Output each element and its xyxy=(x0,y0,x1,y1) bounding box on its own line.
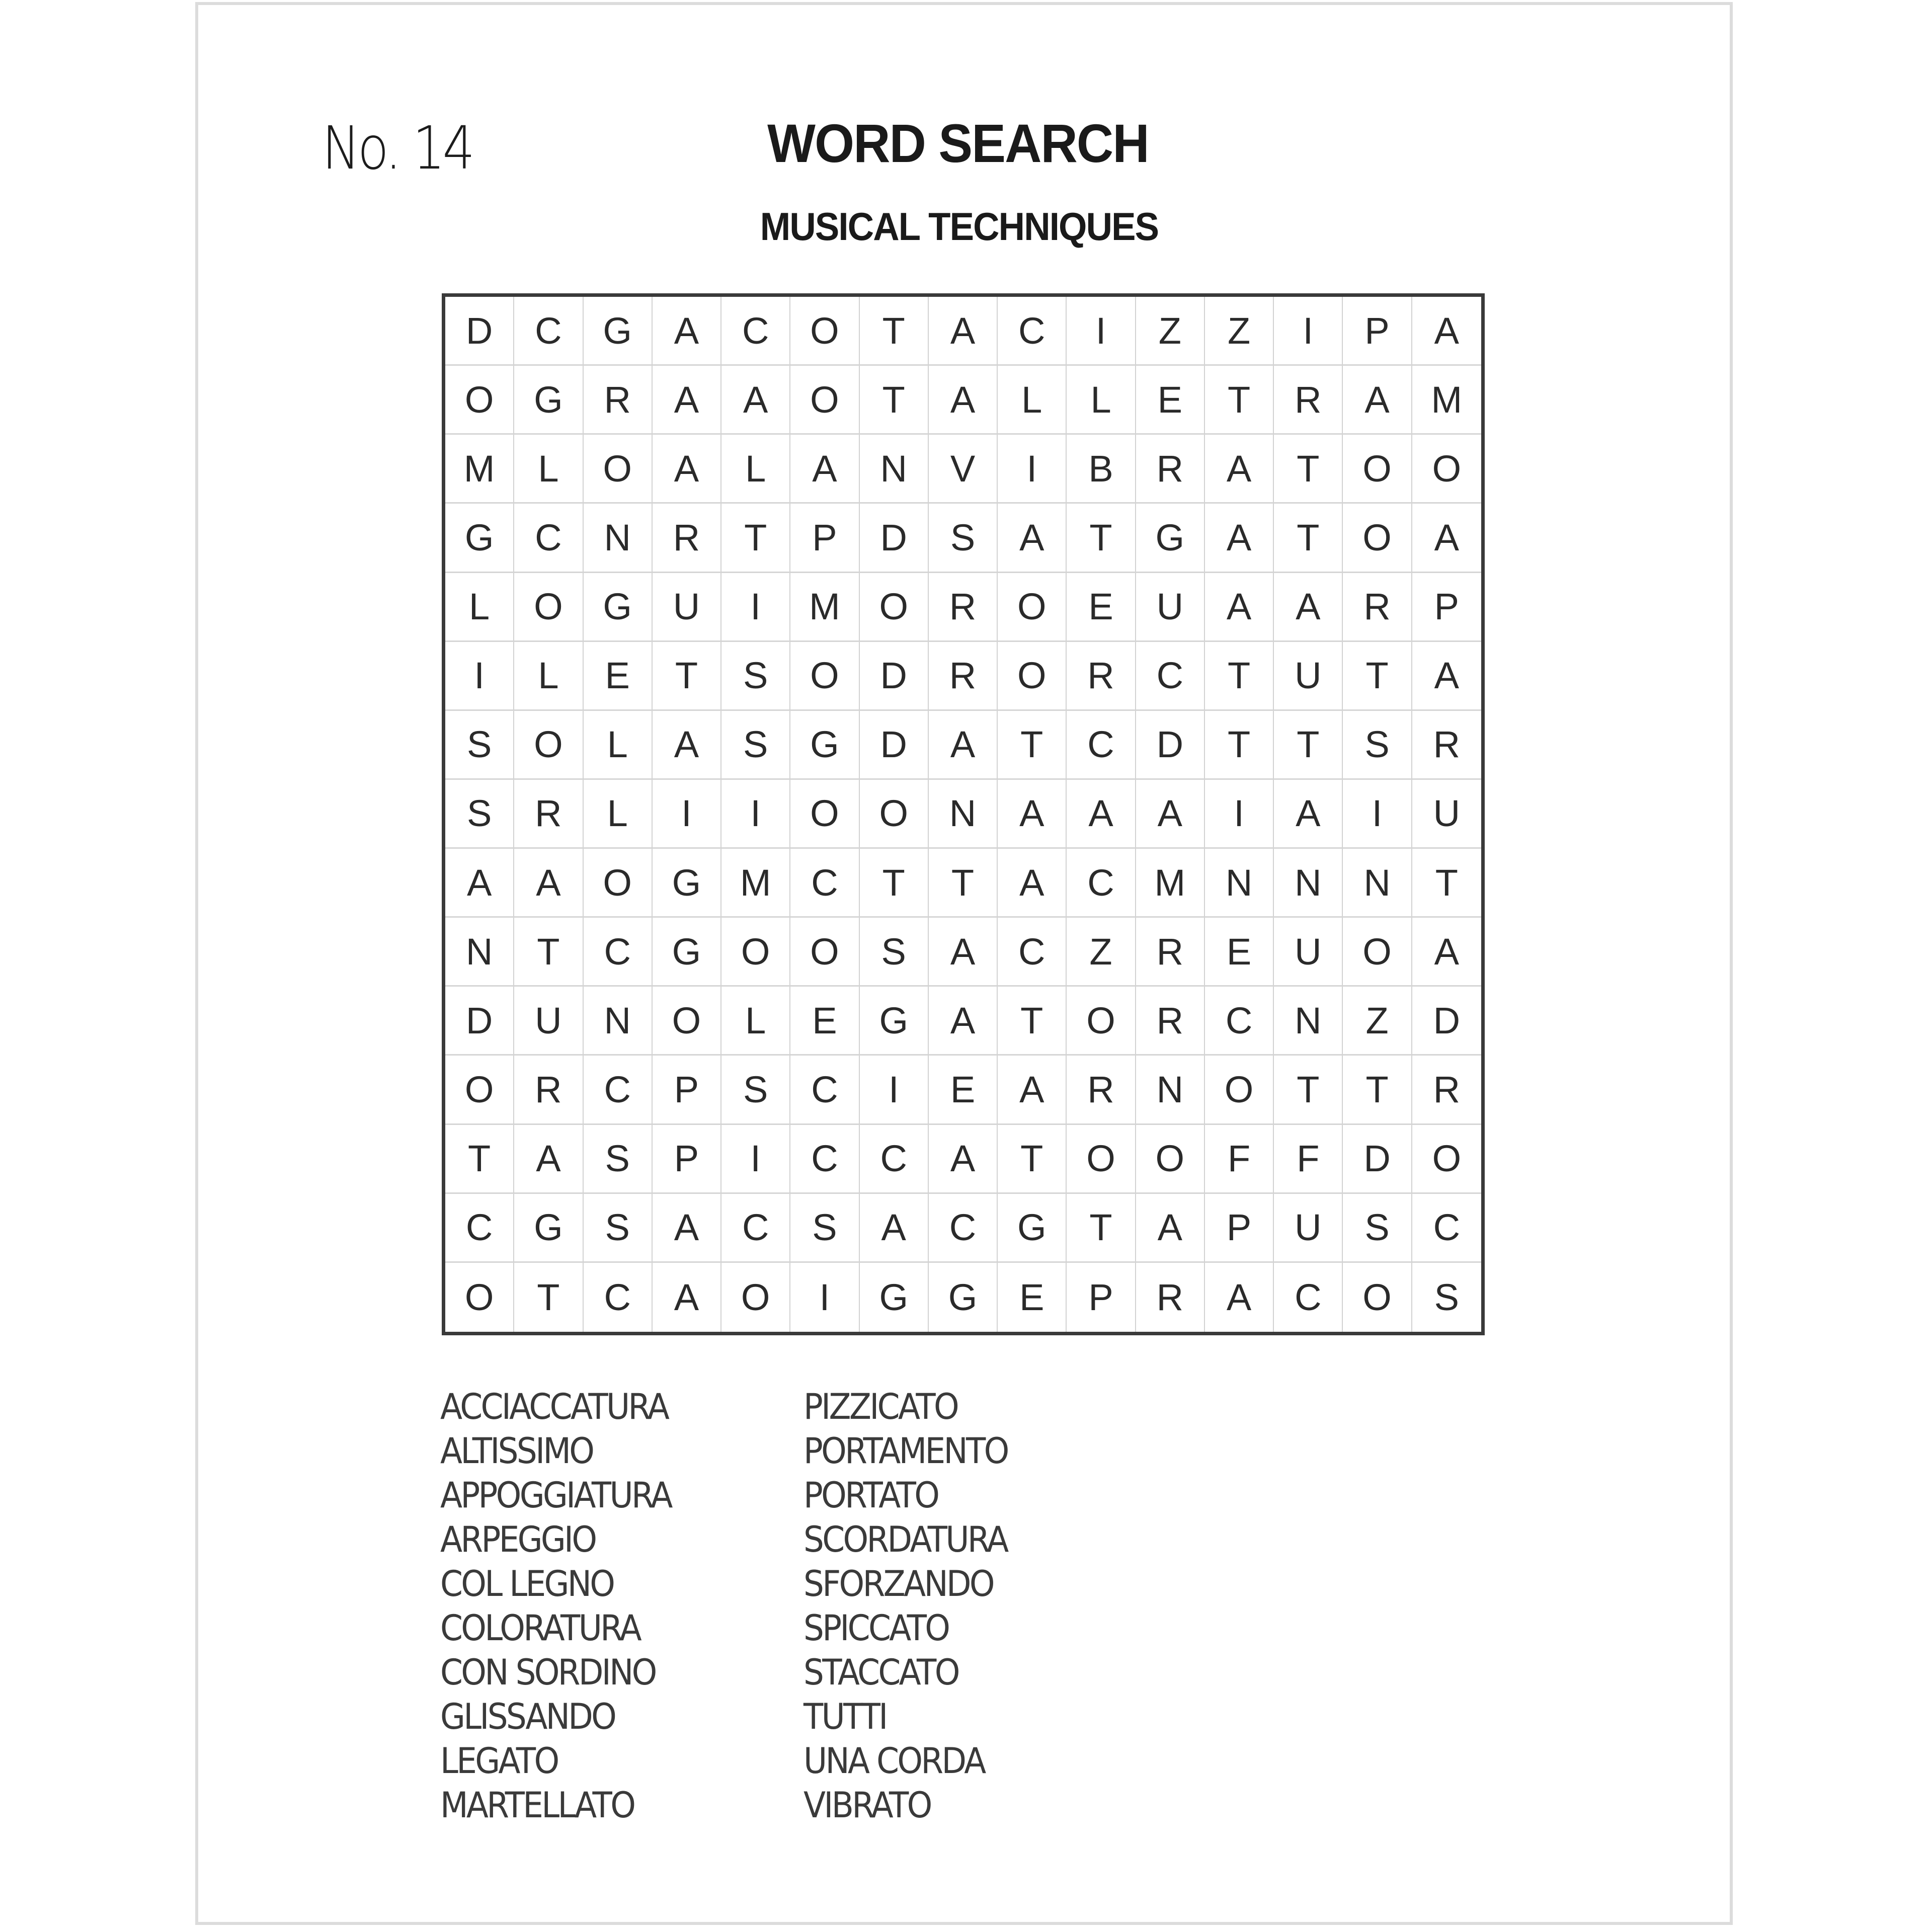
grid-cell[interactable]: T xyxy=(514,1263,583,1332)
grid-cell[interactable]: O xyxy=(790,642,859,711)
grid-cell[interactable]: R xyxy=(1136,435,1205,504)
grid-cell[interactable]: R xyxy=(514,1056,583,1124)
grid-cell[interactable]: G xyxy=(998,1194,1067,1263)
grid-cell[interactable]: O xyxy=(1136,1125,1205,1194)
grid-cell[interactable]: G xyxy=(584,573,653,642)
grid-cell[interactable]: A xyxy=(445,849,514,918)
grid-cell[interactable]: S xyxy=(929,504,998,573)
grid-cell[interactable]: L xyxy=(721,987,790,1056)
grid-cell[interactable]: N xyxy=(1136,1056,1205,1124)
grid-cell[interactable]: T xyxy=(1274,435,1343,504)
grid-cell[interactable]: R xyxy=(929,642,998,711)
grid-cell[interactable]: L xyxy=(514,642,583,711)
word-list-item: LEGATO xyxy=(440,1740,558,1782)
grid-cell[interactable]: C xyxy=(584,918,653,987)
grid-cell[interactable]: M xyxy=(790,573,859,642)
grid-cell[interactable]: N xyxy=(1205,849,1274,918)
grid-cell[interactable]: T xyxy=(929,849,998,918)
grid-cell[interactable]: O xyxy=(998,573,1067,642)
grid-cell[interactable]: S xyxy=(1343,1194,1412,1263)
grid-cell[interactable]: U xyxy=(653,573,721,642)
grid-cell[interactable]: D xyxy=(1412,987,1481,1056)
grid-cell[interactable]: A xyxy=(998,1056,1067,1124)
grid-cell[interactable]: I xyxy=(721,780,790,849)
grid-cell[interactable]: G xyxy=(445,504,514,573)
grid-cell[interactable]: T xyxy=(1205,366,1274,435)
grid-cell[interactable]: M xyxy=(1136,849,1205,918)
grid-cell[interactable]: I xyxy=(1274,297,1343,366)
grid-cell[interactable]: U xyxy=(514,987,583,1056)
grid-cell[interactable]: C xyxy=(721,297,790,366)
grid-cell[interactable]: G xyxy=(514,366,583,435)
grid-cell[interactable]: O xyxy=(790,366,859,435)
grid-cell[interactable]: O xyxy=(721,918,790,987)
grid-cell[interactable]: A xyxy=(653,711,721,780)
grid-cell[interactable]: S xyxy=(721,642,790,711)
grid-cell[interactable]: T xyxy=(1274,1056,1343,1124)
grid-cell[interactable]: N xyxy=(584,987,653,1056)
grid-cell[interactable]: S xyxy=(584,1194,653,1263)
grid-cell[interactable]: O xyxy=(790,297,859,366)
grid-cell[interactable]: T xyxy=(1274,711,1343,780)
word-list-item: COLORATURA xyxy=(440,1607,640,1649)
grid-cell[interactable]: C xyxy=(445,1194,514,1263)
grid-cell[interactable]: L xyxy=(445,573,514,642)
grid-cell[interactable]: O xyxy=(1205,1056,1274,1124)
grid-cell[interactable]: U xyxy=(1274,918,1343,987)
grid-cell[interactable]: S xyxy=(721,1056,790,1124)
grid-cell[interactable]: L xyxy=(584,780,653,849)
grid-cell[interactable]: N xyxy=(929,780,998,849)
grid-cell[interactable]: T xyxy=(1067,1194,1136,1263)
grid-cell[interactable]: S xyxy=(860,918,929,987)
word-list-column-2 xyxy=(803,1385,1025,1827)
grid-cell[interactable]: G xyxy=(860,987,929,1056)
grid-cell[interactable]: U xyxy=(1274,642,1343,711)
grid-cell[interactable]: I xyxy=(1205,780,1274,849)
puzzle-theme xyxy=(0,204,1932,250)
grid-cell[interactable]: A xyxy=(1274,780,1343,849)
page-title-text: WORD SEARCH xyxy=(767,113,1149,174)
grid-cell[interactable]: E xyxy=(998,1263,1067,1332)
grid-cell[interactable]: A xyxy=(1136,780,1205,849)
grid-cell[interactable]: I xyxy=(445,642,514,711)
grid-cell[interactable]: P xyxy=(1412,573,1481,642)
grid-cell[interactable]: T xyxy=(998,987,1067,1056)
grid-cell[interactable]: A xyxy=(1205,1263,1274,1332)
grid-cell[interactable]: T xyxy=(1205,642,1274,711)
grid-cell[interactable]: G xyxy=(1136,504,1205,573)
grid-cell[interactable]: S xyxy=(721,711,790,780)
grid-cell[interactable]: S xyxy=(584,1125,653,1194)
grid-cell[interactable]: A xyxy=(514,1125,583,1194)
word-list-item: SPICCATO xyxy=(803,1607,949,1649)
grid-cell[interactable]: E xyxy=(1067,573,1136,642)
grid-cell[interactable]: C xyxy=(1412,1194,1481,1263)
word-list-item: UNA CORDA xyxy=(803,1740,985,1782)
grid-cell[interactable]: F xyxy=(1205,1125,1274,1194)
grid-cell[interactable]: V xyxy=(929,435,998,504)
grid-cell[interactable]: C xyxy=(1067,849,1136,918)
word-list-item: ARPEGGIO xyxy=(440,1519,596,1560)
grid-cell[interactable]: A xyxy=(1412,918,1481,987)
grid-cell[interactable]: C xyxy=(1136,642,1205,711)
grid-cell[interactable]: A xyxy=(929,297,998,366)
grid-cell[interactable]: C xyxy=(584,1263,653,1332)
grid-cell[interactable]: O xyxy=(721,1263,790,1332)
grid-cell[interactable]: M xyxy=(721,849,790,918)
grid-cell[interactable]: D xyxy=(1136,711,1205,780)
grid-cell[interactable]: E xyxy=(929,1056,998,1124)
grid-cell[interactable]: A xyxy=(1343,366,1412,435)
word-list-item: TUTTI xyxy=(803,1696,887,1737)
grid-cell[interactable]: O xyxy=(1067,1125,1136,1194)
grid-cell[interactable]: A xyxy=(653,1263,721,1332)
grid-cell[interactable]: C xyxy=(790,1056,859,1124)
grid-cell[interactable]: G xyxy=(860,1263,929,1332)
grid-cell[interactable]: R xyxy=(929,573,998,642)
grid-cell[interactable]: O xyxy=(445,366,514,435)
grid-cell[interactable]: R xyxy=(1343,573,1412,642)
grid-cell[interactable]: D xyxy=(860,504,929,573)
grid-cell[interactable]: P xyxy=(1343,297,1412,366)
grid-cell[interactable]: E xyxy=(1136,366,1205,435)
grid-cell[interactable]: T xyxy=(1205,711,1274,780)
grid-cell[interactable]: C xyxy=(514,297,583,366)
grid-cell[interactable]: A xyxy=(721,366,790,435)
grid-cell[interactable]: A xyxy=(1412,642,1481,711)
grid-cell[interactable]: I xyxy=(721,1125,790,1194)
grid-cell[interactable]: G xyxy=(514,1194,583,1263)
grid-cell[interactable]: A xyxy=(653,435,721,504)
grid-cell[interactable]: C xyxy=(998,297,1067,366)
grid-cell[interactable]: A xyxy=(929,366,998,435)
grid-cell[interactable]: O xyxy=(1412,435,1481,504)
grid-cell[interactable]: A xyxy=(653,297,721,366)
grid-cell[interactable]: A xyxy=(998,504,1067,573)
grid-cell[interactable]: T xyxy=(653,642,721,711)
grid-cell[interactable]: T xyxy=(1343,1056,1412,1124)
grid-cell[interactable]: R xyxy=(1412,711,1481,780)
grid-cell[interactable]: C xyxy=(790,849,859,918)
grid-cell[interactable]: D xyxy=(860,642,929,711)
grid-cell[interactable]: G xyxy=(653,918,721,987)
grid-cell[interactable]: T xyxy=(998,711,1067,780)
grid-cell[interactable]: G xyxy=(929,1263,998,1332)
grid-cell[interactable]: O xyxy=(445,1056,514,1124)
grid-cell[interactable]: S xyxy=(445,780,514,849)
grid-cell[interactable]: T xyxy=(1067,504,1136,573)
grid-cell[interactable]: A xyxy=(790,435,859,504)
grid-cell[interactable]: R xyxy=(1067,642,1136,711)
grid-cell[interactable]: B xyxy=(1067,435,1136,504)
word-list-item: STACCATO xyxy=(803,1652,958,1693)
grid-cell[interactable]: A xyxy=(998,780,1067,849)
grid-cell[interactable]: Z xyxy=(1205,297,1274,366)
grid-cell[interactable]: A xyxy=(1205,435,1274,504)
grid-cell[interactable]: R xyxy=(1067,1056,1136,1124)
grid-cell[interactable]: A xyxy=(929,1125,998,1194)
grid-cell[interactable]: A xyxy=(1136,1194,1205,1263)
grid-cell[interactable]: R xyxy=(1136,1263,1205,1332)
word-list-column-1 xyxy=(440,1385,691,1827)
grid-cell[interactable]: M xyxy=(1412,366,1481,435)
grid-cell[interactable]: A xyxy=(653,1194,721,1263)
grid-cell[interactable]: R xyxy=(1274,366,1343,435)
word-list-item: APPOGGIATURA xyxy=(440,1475,671,1516)
word-list-item: SCORDATURA xyxy=(803,1519,1007,1560)
grid-cell[interactable]: O xyxy=(1067,987,1136,1056)
grid-cell[interactable]: L xyxy=(514,435,583,504)
grid-cell[interactable]: T xyxy=(860,297,929,366)
grid-cell[interactable]: C xyxy=(998,918,1067,987)
grid-cell[interactable]: O xyxy=(584,849,653,918)
grid-cell[interactable]: N xyxy=(860,435,929,504)
word-list-item: ALTISSIMO xyxy=(440,1430,593,1472)
grid-cell[interactable]: P xyxy=(653,1056,721,1124)
grid-cell[interactable]: L xyxy=(584,711,653,780)
grid-cell[interactable]: R xyxy=(514,780,583,849)
grid-cell[interactable]: C xyxy=(514,504,583,573)
puzzle-theme-text: MUSICAL TECHNIQUES xyxy=(760,204,1158,249)
grid-cell[interactable]: Z xyxy=(1067,918,1136,987)
grid-cell[interactable]: A xyxy=(1067,780,1136,849)
grid-cell[interactable]: E xyxy=(1205,918,1274,987)
grid-cell[interactable]: L xyxy=(998,366,1067,435)
grid-cell[interactable]: R xyxy=(653,504,721,573)
grid-cell[interactable]: O xyxy=(514,573,583,642)
grid-cell[interactable]: T xyxy=(860,366,929,435)
grid-cell[interactable]: U xyxy=(1274,1194,1343,1263)
grid-cell[interactable]: A xyxy=(1412,504,1481,573)
grid-cell[interactable]: O xyxy=(514,711,583,780)
grid-cell[interactable]: T xyxy=(998,1125,1067,1194)
grid-cell[interactable]: N xyxy=(1274,987,1343,1056)
grid-cell[interactable]: S xyxy=(790,1194,859,1263)
word-list-item: GLISSANDO xyxy=(440,1696,615,1737)
word-list-item: ACCIACCATURA xyxy=(440,1386,668,1427)
grid-cell[interactable]: A xyxy=(929,918,998,987)
page-title xyxy=(0,112,1932,175)
grid-cell[interactable]: A xyxy=(514,849,583,918)
grid-cell[interactable]: N xyxy=(584,504,653,573)
grid-cell[interactable]: S xyxy=(1434,1276,1460,1318)
grid-cell[interactable]: C xyxy=(1067,711,1136,780)
grid-cell[interactable]: I xyxy=(790,1263,859,1332)
grid-cell[interactable]: P xyxy=(653,1125,721,1194)
grid-cell[interactable]: R xyxy=(584,366,653,435)
word-list-item: PIZZICATO xyxy=(803,1386,957,1427)
grid-cell[interactable]: A xyxy=(1274,573,1343,642)
grid-cell[interactable]: R xyxy=(1136,987,1205,1056)
grid-cell[interactable]: O xyxy=(1343,1263,1412,1332)
grid-cell[interactable]: N xyxy=(445,918,514,987)
grid-cell[interactable]: L xyxy=(721,435,790,504)
grid-cell[interactable]: C xyxy=(584,1056,653,1124)
letter-grid xyxy=(442,293,1485,1335)
grid-cell[interactable]: E xyxy=(790,987,859,1056)
grid-cell[interactable]: T xyxy=(445,1125,514,1194)
grid-cell[interactable]: I xyxy=(1343,780,1412,849)
word-list-item: MARTELLATO xyxy=(440,1785,634,1826)
grid-cell[interactable]: C xyxy=(721,1194,790,1263)
word-list-item: SFORZANDO xyxy=(803,1563,993,1604)
grid-cell[interactable]: I xyxy=(998,435,1067,504)
word-list-item: COL LEGNO xyxy=(440,1563,614,1604)
grid-cell[interactable]: N xyxy=(1343,849,1412,918)
grid-cell[interactable]: A xyxy=(929,987,998,1056)
grid-cell[interactable]: F xyxy=(1274,1125,1343,1194)
grid-cell[interactable]: O xyxy=(653,987,721,1056)
word-list-item: PORTATO xyxy=(803,1475,938,1516)
grid-cell[interactable]: G xyxy=(790,711,859,780)
grid-cell[interactable]: A xyxy=(929,711,998,780)
grid-cell[interactable]: T xyxy=(1412,849,1481,918)
grid-cell[interactable]: T xyxy=(721,504,790,573)
grid-cell[interactable]: A xyxy=(653,366,721,435)
grid-cell[interactable]: Z xyxy=(1343,987,1412,1056)
grid-cell[interactable]: Z xyxy=(1136,297,1205,366)
grid-cell[interactable]: A xyxy=(1205,573,1274,642)
grid-cell[interactable]: C xyxy=(1205,987,1274,1056)
grid-cell[interactable]: U xyxy=(1136,573,1205,642)
grid-cell[interactable]: D xyxy=(1343,1125,1412,1194)
grid-cell[interactable]: O xyxy=(998,642,1067,711)
grid-cell[interactable]: P xyxy=(790,504,859,573)
grid-cell[interactable]: P xyxy=(1205,1194,1274,1263)
grid-cell[interactable]: S xyxy=(1343,711,1412,780)
grid-cell[interactable]: S xyxy=(445,711,514,780)
grid-cell[interactable]: O xyxy=(1343,435,1412,504)
grid-cell[interactable]: C xyxy=(860,1125,929,1194)
grid-cell[interactable]: A xyxy=(1205,504,1274,573)
grid-cell[interactable]: C xyxy=(790,1125,859,1194)
grid-cell[interactable]: O xyxy=(445,1263,514,1332)
grid-cell[interactable]: G xyxy=(584,297,653,366)
grid-cell[interactable]: I xyxy=(653,780,721,849)
grid-cell[interactable]: O xyxy=(790,918,859,987)
grid-cell[interactable]: O xyxy=(860,780,929,849)
word-list-item: CON SORDINO xyxy=(440,1652,656,1693)
grid-cell[interactable]: P xyxy=(1067,1263,1136,1332)
grid-cell[interactable]: D xyxy=(860,711,929,780)
grid-cell[interactable]: G xyxy=(653,849,721,918)
grid-cell[interactable]: N xyxy=(1274,849,1343,918)
grid-cell[interactable]: A xyxy=(1412,297,1481,366)
grid-cell[interactable]: O xyxy=(1412,1125,1481,1194)
grid-cell[interactable]: C xyxy=(1274,1263,1343,1332)
grid-cell[interactable]: L xyxy=(1067,366,1136,435)
grid-cell[interactable]: C xyxy=(929,1194,998,1263)
grid-cell[interactable]: T xyxy=(514,918,583,987)
grid-cell[interactable]: T xyxy=(1274,504,1343,573)
grid-cell[interactable]: I xyxy=(721,573,790,642)
grid-cell[interactable]: A xyxy=(860,1194,929,1263)
word-list-item: VIBRATO xyxy=(803,1785,931,1826)
grid-cell[interactable]: O xyxy=(584,435,653,504)
grid-cell[interactable]: E xyxy=(584,642,653,711)
grid-cell[interactable]: T xyxy=(1343,642,1412,711)
grid-cell[interactable]: O xyxy=(1343,504,1412,573)
grid-cell[interactable]: I xyxy=(860,1056,929,1124)
grid-cell[interactable]: O xyxy=(790,780,859,849)
grid-cell[interactable]: M xyxy=(445,435,514,504)
grid-cell[interactable]: U xyxy=(1412,780,1481,849)
grid-cell[interactable]: I xyxy=(1067,297,1136,366)
grid-cell[interactable]: R xyxy=(1412,1056,1481,1124)
grid-cell[interactable]: O xyxy=(1343,918,1412,987)
puzzle-number: No. 14 xyxy=(322,113,472,183)
grid-cell[interactable]: D xyxy=(445,987,514,1056)
grid-cell[interactable]: T xyxy=(860,849,929,918)
grid-cell[interactable]: D xyxy=(445,297,514,366)
word-list-item: PORTAMENTO xyxy=(803,1430,1008,1472)
grid-cell[interactable]: R xyxy=(1136,918,1205,987)
grid-cell[interactable]: O xyxy=(860,573,929,642)
grid-cell[interactable]: A xyxy=(998,849,1067,918)
